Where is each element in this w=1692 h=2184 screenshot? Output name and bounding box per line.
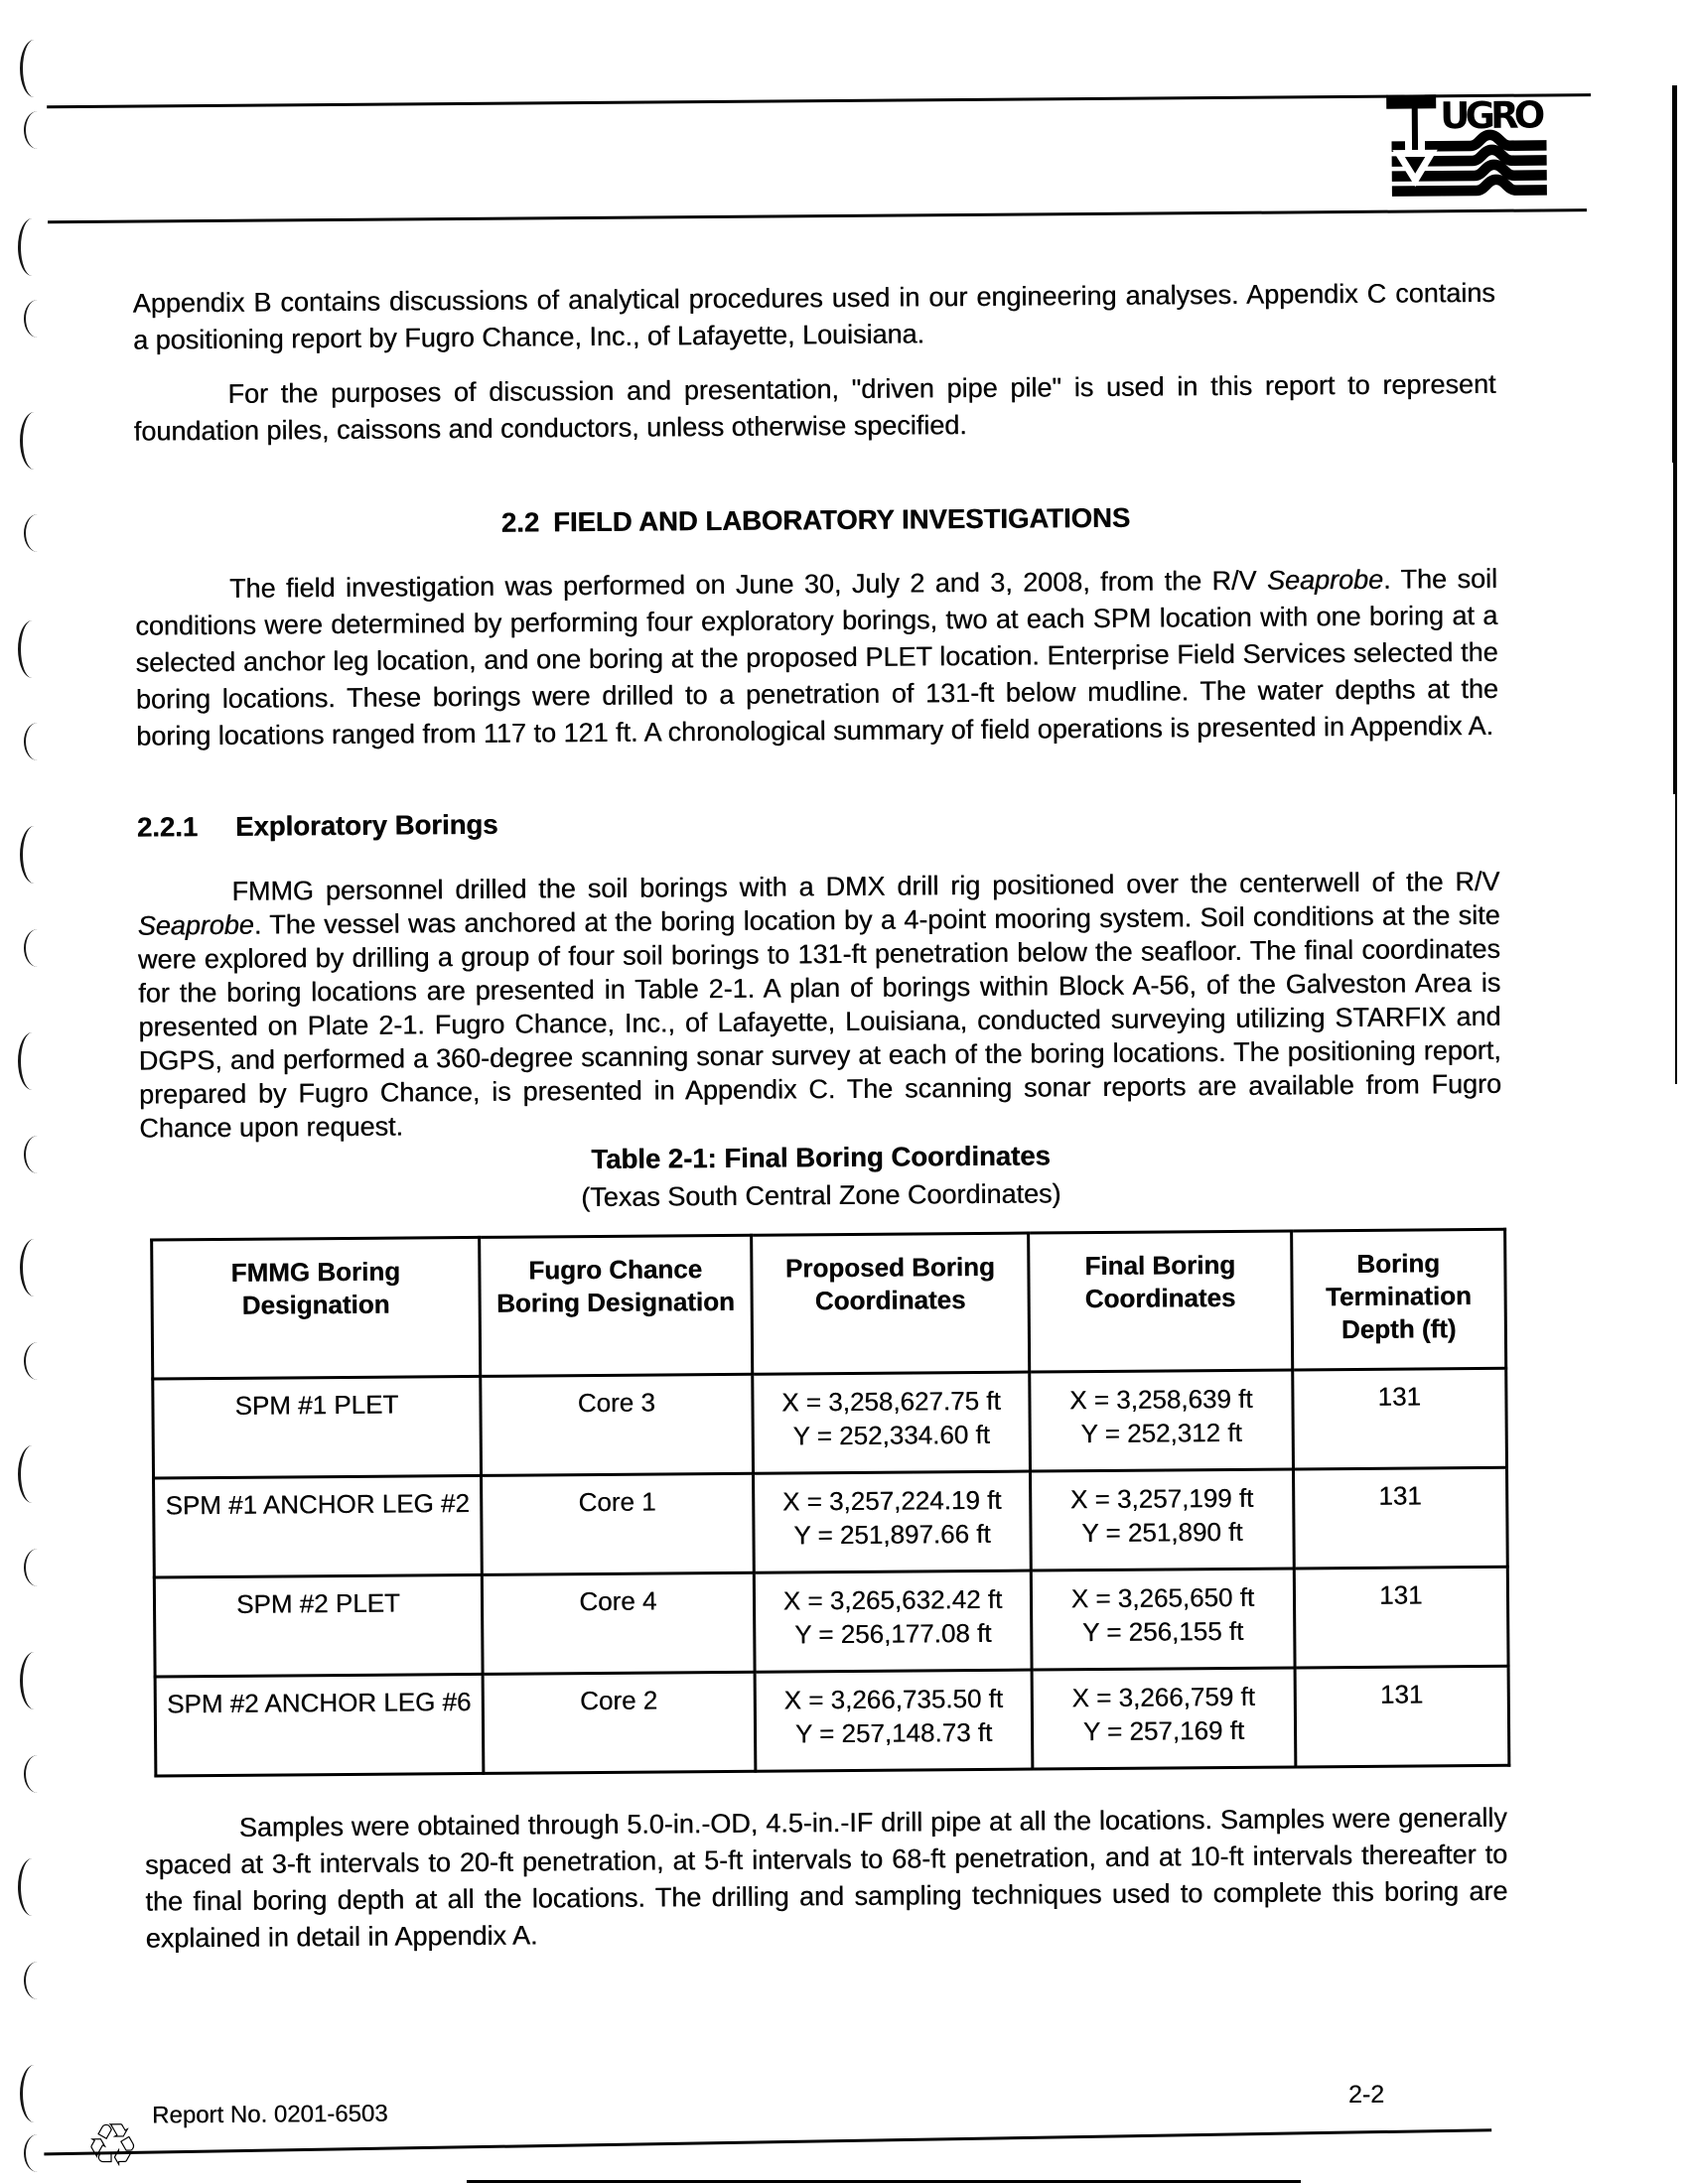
paragraph-field-investigation	[135, 561, 1498, 755]
table-row	[155, 1666, 1509, 1776]
vessel-name: Seaprobe	[137, 909, 254, 941]
coordinate-x: X = 3,258,639 ft	[1069, 1383, 1253, 1416]
coordinate-x: X = 3,257,199 ft	[1069, 1482, 1254, 1515]
cell-depth: 131	[1294, 1567, 1508, 1668]
section-number: 2.2.1	[136, 811, 199, 843]
logo-text: UGRO	[1440, 93, 1546, 138]
cell-proposed-coordinates	[753, 1372, 1031, 1473]
column-header-fmmg-designation: FMMG Boring Designation	[152, 1237, 481, 1379]
cell-final-coordinates	[1031, 1469, 1294, 1570]
section-number: 2.2	[500, 506, 540, 538]
coordinate-x: X = 3,266,735.50 ft	[783, 1683, 1004, 1715]
header-rule-top	[47, 93, 1591, 108]
coordinate-x: X = 3,265,632.42 ft	[782, 1583, 1003, 1616]
cell-final-coordinates	[1032, 1668, 1295, 1769]
cell-depth: 131	[1292, 1368, 1506, 1469]
paragraph-driven-pipe-pile: For the purposes of discussion and presentation, "driven pipe pile" is used in this report to represent foundation piles, caissons and conductors, unless otherwise specified.	[133, 368, 1496, 447]
coordinate-x: X = 3,257,224.19 ft	[781, 1484, 1002, 1517]
table-row	[153, 1368, 1507, 1478]
cell-proposed-coordinates	[753, 1471, 1031, 1572]
fugro-logo-graphic	[1384, 87, 1554, 200]
cell-final-coordinates	[1030, 1370, 1293, 1471]
column-header-proposed-coordinates: Proposed Boring Coordinates	[751, 1233, 1029, 1374]
table-row	[154, 1567, 1508, 1677]
paragraph-samples: Samples were obtained through 5.0-in.-OD, 4.5-in.-IF drill pipe at all the locations. Samples were generally spaced at 3-ft intervals to 20-ft penetration, at 5-ft intervals to 68-ft penetration, and at 10-ft intervals thereafter to the final boring depth at all the locations. The drilling and sampling techniques used to complete this boring are explained in detail in Appendix A.	[144, 1802, 1508, 1954]
paragraph-appendix-b: Appendix B contains discussions of analytical procedures used in our engineering analyses. Appendix C contains a positioning report by Fugro Chance, Inc., of Lafayette, Louisiana.	[132, 277, 1495, 355]
coordinate-y: Y = 251,897.66 ft	[793, 1518, 991, 1551]
coordinate-x: X = 3,258,627.75 ft	[781, 1385, 1001, 1418]
cell-core: Core 4	[482, 1572, 755, 1674]
logo-f-crossbar	[1386, 94, 1436, 108]
cell-core: Core 1	[481, 1473, 754, 1574]
cell-designation: SPM #2 PLET	[154, 1574, 483, 1677]
paragraph-exploratory-borings	[137, 865, 1501, 1146]
page-number: 2-2	[1347, 2080, 1385, 2110]
table-subtitle: (Texas South Central Zone Coordinates)	[581, 1178, 1061, 1213]
cell-final-coordinates	[1031, 1569, 1294, 1670]
column-header-termination-depth: Boring Termination Depth (ft)	[1291, 1229, 1505, 1370]
fugro-logo	[1384, 87, 1554, 205]
boring-coordinates-table	[150, 1228, 1510, 1778]
recycle-icon: ♲	[85, 2111, 140, 2182]
section-heading-2-2	[134, 499, 1496, 542]
coordinate-y: Y = 257,169 ft	[1082, 1714, 1245, 1747]
footer-report-no: Report No. 0201-6503	[151, 2100, 388, 2129]
vessel-name: Seaprobe	[1266, 564, 1384, 596]
coordinate-y: Y = 256,155 ft	[1081, 1615, 1244, 1648]
paragraph-segment: The field investigation was performed on June 30, July 2 and 3, 2008, from the R/V	[228, 565, 1268, 604]
section-heading-2-2-1	[137, 801, 1499, 844]
table-header-row	[152, 1229, 1506, 1379]
table-title: Table 2-1: Final Boring Coordinates	[591, 1140, 1051, 1175]
paragraph-segment: . The soil conditions were determined by performing four exploratory borings, two at each SPM location with one boring at a selected anchor leg location, and one boring at the proposed PLET location. Enterprise Field Services selected the boring locations. These borings were drilled to a penetration of 131-ft below mudline. The water depths at the boring locations ranged from 117 to 121 ft. A chronological summary of field operations is presented in Appendix A.	[135, 563, 1498, 751]
table-row	[154, 1467, 1508, 1577]
coordinate-x: X = 3,265,650 ft	[1070, 1581, 1255, 1614]
column-header-fugro-designation: Fugro Chance Boring Designation	[479, 1235, 752, 1376]
cell-proposed-coordinates	[754, 1570, 1032, 1672]
cell-core: Core 2	[483, 1672, 756, 1773]
cell-proposed-coordinates	[755, 1670, 1033, 1771]
cell-designation: SPM #2 ANCHOR LEG #6	[155, 1674, 484, 1776]
paragraph-segment: FMMG personnel drilled the soil borings with a DMX drill rig positioned over the centerwell of the R/V	[231, 866, 1500, 906]
coordinate-y: Y = 252,312 ft	[1080, 1417, 1242, 1449]
paragraph-segment: . The vessel was anchored at the boring location by a 4-point mooring system. Soil conditions at the site were explored by drilling a group of four soil borings to 131-ft penetration below the seafloor. The final coordinates for the boring locations are presented in Table 2-1. A plan of borings within Block A-56, of the Galveston Area is presented on Plate 2-1. Fugro Chance, Inc., of Lafayette, Louisiana, conducted surveying utilizing STARFIX and DGPS, and performed a 360-degree scanning sonar survey at each of the boring locations. The positioning report, prepared by Fugro Chance, is presented in Appendix C. The scanning sonar reports are available from Fugro Chance upon request.	[137, 899, 1502, 1144]
coordinate-x: X = 3,266,759 ft	[1071, 1681, 1255, 1713]
coordinate-y: Y = 257,148.73 ft	[794, 1716, 993, 1749]
section-title: Exploratory Borings	[234, 808, 498, 842]
cell-depth: 131	[1293, 1467, 1507, 1569]
cell-designation: SPM #1 ANCHOR LEG #2	[154, 1475, 483, 1577]
column-header-final-coordinates: Final Boring Coordinates	[1029, 1231, 1293, 1372]
coordinate-y: Y = 252,334.60 ft	[792, 1419, 990, 1451]
cell-core: Core 3	[481, 1374, 754, 1475]
coordinate-y: Y = 256,177.08 ft	[794, 1617, 992, 1650]
footer-rule	[44, 2128, 1491, 2155]
header-rule-bottom	[48, 208, 1587, 223]
cell-designation: SPM #1 PLET	[153, 1376, 482, 1478]
coordinate-y: Y = 251,890 ft	[1081, 1516, 1243, 1549]
section-title: FIELD AND LABORATORY INVESTIGATIONS	[552, 501, 1131, 538]
cell-depth: 131	[1295, 1666, 1509, 1767]
